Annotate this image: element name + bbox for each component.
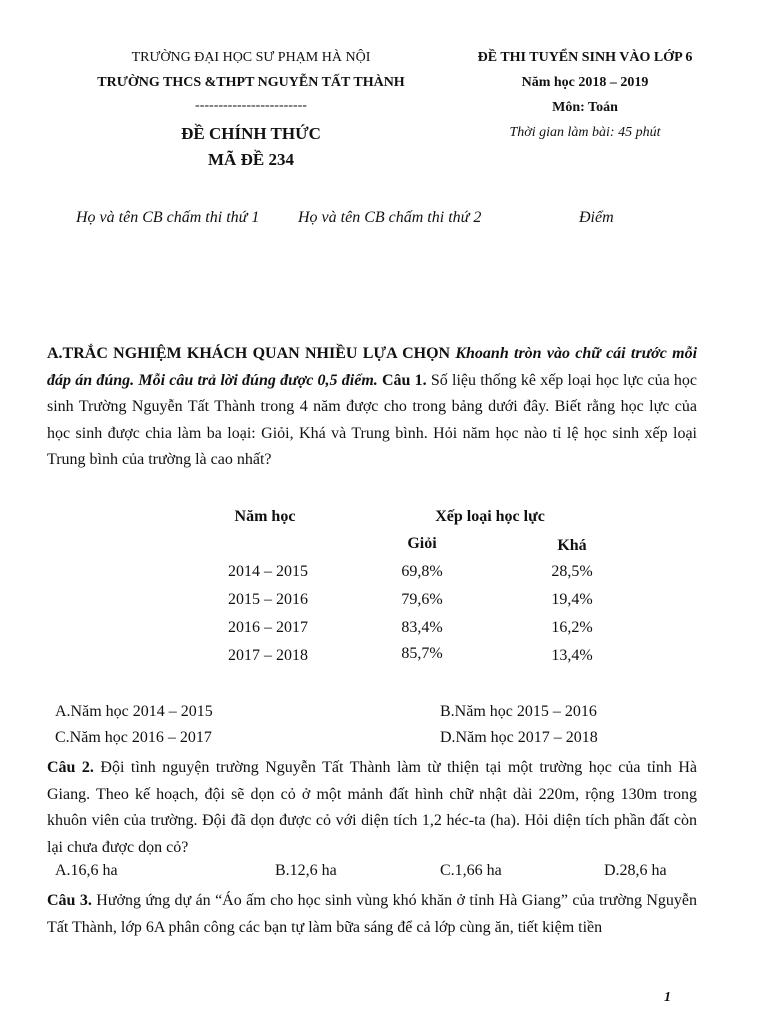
table-cell-good: 83,4% xyxy=(401,619,443,636)
q2-option-b[interactable]: B.12,6 ha xyxy=(275,862,337,879)
question-3-label: Câu 3. xyxy=(47,892,92,909)
q2-option-c[interactable]: C.1,66 ha xyxy=(440,862,502,879)
exam-code: MÃ ĐỀ 234 xyxy=(208,150,294,169)
table-cell-good: 79,6% xyxy=(401,591,443,608)
university-name: TRƯỜNG ĐẠI HỌC SƯ PHẠM HÀ NỘI xyxy=(131,50,371,65)
school-name: TRƯỜNG THCS &THPT NGUYỄN TẤT THÀNH xyxy=(97,75,405,90)
school-year: Năm học 2018 – 2019 xyxy=(521,75,649,90)
grader-1-label: Họ và tên CB chấm thi thứ 1 xyxy=(76,209,260,226)
q1-option-a[interactable]: A.Năm học 2014 – 2015 xyxy=(55,703,213,720)
question-1-label: Câu 1. xyxy=(381,371,427,389)
question-1-paragraph xyxy=(47,341,697,474)
question-1-text: Số liệu thống kê xếp loại học lực của học sinh Trường Nguyễn Tất Thành trong 4 năm được cho trong bảng dưới đây. Biết rằng học lực của học sinh được chia làm ba loại: Giỏi, Khá và Trung bình. Hỏi năm học nào tỉ lệ học sinh xếp loại Trung bình của trường là cao nhất? xyxy=(47,371,697,468)
q1-option-c[interactable]: C.Năm học 2016 – 2017 xyxy=(55,729,212,746)
page-number: 1 xyxy=(664,990,671,1005)
section-a-instruction: Khoanh tròn vào chữ cái trước mỗi đáp án đúng. Mỗi câu trả lời đúng được 0,5 điểm. xyxy=(47,345,698,389)
q2-option-a[interactable]: A.16,6 ha xyxy=(55,862,118,879)
table-cell-year: 2014 – 2015 xyxy=(228,563,308,580)
question-2-text: Đội tình nguyện trường Nguyễn Tất Thành làm từ thiện tại một trường học của tỉnh Hà Giang. Theo kế hoạch, đội sẽ dọn cỏ ở một mảnh đất hình chữ nhật dài 220m, rộng 130m trong khuôn viên của trường. Đội đã dọn được cỏ với diện tích 1,2 héc-ta (ha). Hỏi diện tích phần đất còn lại chưa được dọn cỏ? xyxy=(47,759,698,856)
section-a-title: A.TRẮC NGHIỆM KHÁCH QUAN NHIỀU LỰA CHỌN xyxy=(47,345,451,362)
table-header-year: Năm học xyxy=(234,508,296,525)
table-cell-year: 2016 – 2017 xyxy=(228,619,308,636)
table-cell-good: 85,7% xyxy=(401,645,443,662)
question-3-text: Hưởng ứng dự án “Áo ấm cho học sinh vùng khó khăn ở tỉnh Hà Giang” của trường Nguyễn Tất Thành, lớp 6A phân công các bạn tự làm bữa sáng để cả lớp cùng ăn, tiết kiệm tiền xyxy=(47,892,698,936)
official-label: ĐỀ CHÍNH THỨC xyxy=(181,124,321,143)
question-2-paragraph xyxy=(47,755,697,861)
q1-option-b[interactable]: B.Năm học 2015 – 2016 xyxy=(440,703,597,720)
table-cell-fair: 19,4% xyxy=(551,591,593,608)
exam-title: ĐỀ THI TUYỂN SINH VÀO LỚP 6 xyxy=(477,50,693,65)
score-label: Điểm xyxy=(579,209,614,226)
header-divider: ------------------------ xyxy=(195,98,307,113)
table-cell-fair: 16,2% xyxy=(551,619,593,636)
table-cell-year: 2015 – 2016 xyxy=(228,591,308,608)
table-header-fair: Khá xyxy=(557,537,587,554)
table-cell-good: 69,8% xyxy=(401,563,443,580)
question-3-paragraph xyxy=(47,888,697,941)
question-2-label: Câu 2. xyxy=(47,759,94,776)
table-cell-fair: 13,4% xyxy=(551,647,593,664)
table-header-group: Xếp loại học lực xyxy=(435,508,545,525)
table-header-good: Giỏi xyxy=(407,535,437,552)
table-cell-year: 2017 – 2018 xyxy=(228,647,308,664)
grader-2-label: Họ và tên CB chấm thi thứ 2 xyxy=(298,209,482,226)
q1-option-d[interactable]: D.Năm học 2017 – 2018 xyxy=(440,729,598,746)
subject: Môn: Toán xyxy=(552,100,618,115)
table-cell-fair: 28,5% xyxy=(551,563,593,580)
q2-option-d[interactable]: D.28,6 ha xyxy=(604,862,667,879)
time-limit: Thời gian làm bài: 45 phút xyxy=(509,125,661,140)
